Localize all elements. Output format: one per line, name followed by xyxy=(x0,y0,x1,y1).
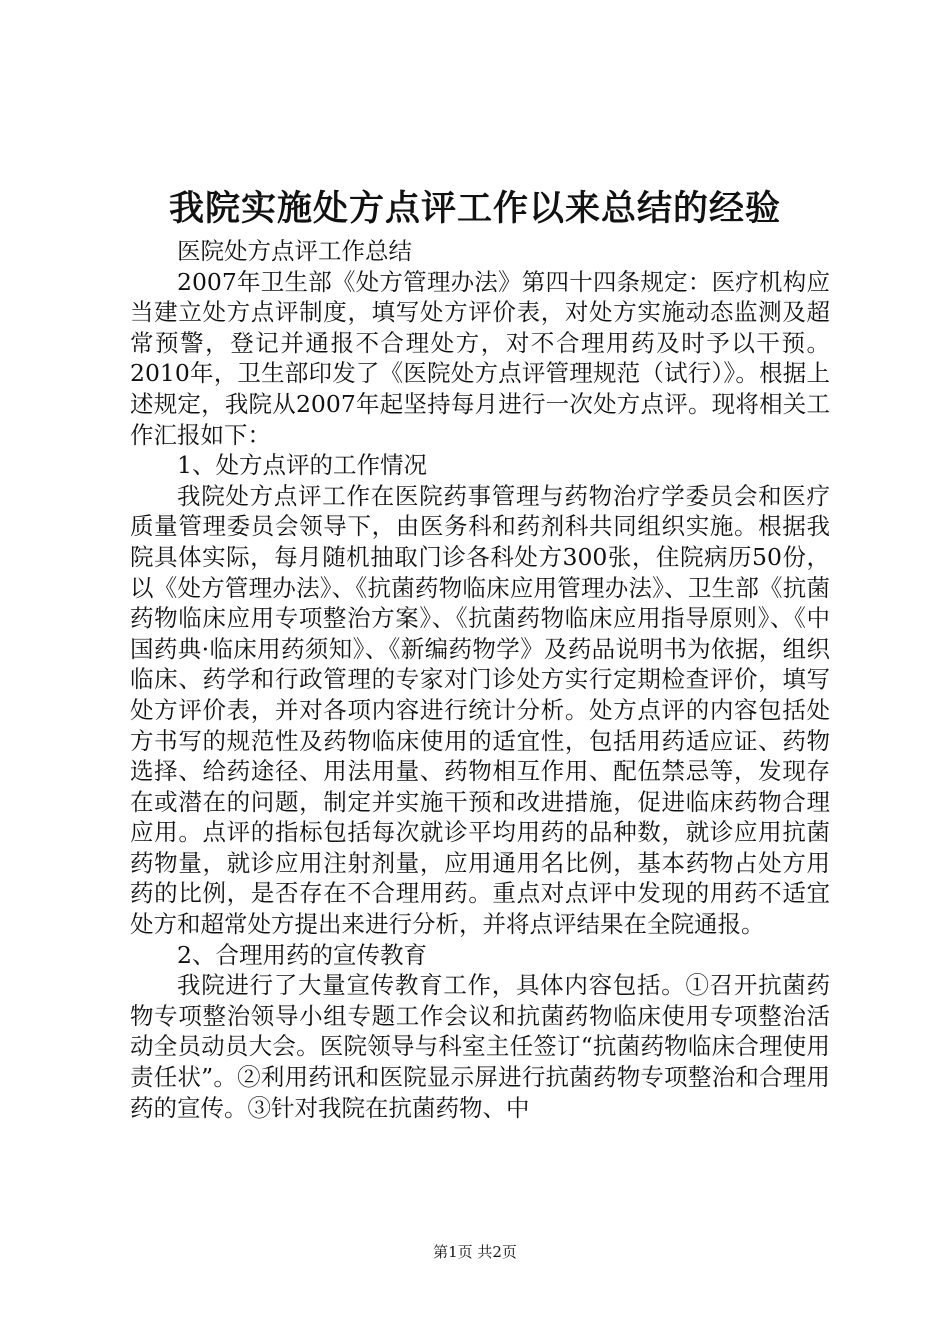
section-heading-2: 2、合理用药的宣传教育 xyxy=(177,940,427,969)
intro-paragraph: 2007年卫生部《处方管理办法》第四十四条规定：医疗机构应当建立处方点评制度，填写处方评价表，对处方实施动态监测及超常预警，登记并通报不合理处方，对不合理用药及时予以干预。2010年，卫生部印发了《医院处方点评管理规范（试行）》。根据上述规定，我院从2007年起坚持每月进行一次处方点评。现将相关工作汇报如下： xyxy=(130,267,830,449)
document-body xyxy=(130,236,830,1123)
page-footer: 第1页 共2页 xyxy=(433,1243,517,1261)
document-title: 我院实施处方点评工作以来总结的经验 xyxy=(168,188,781,229)
subtitle-paragraph: 医院处方点评工作总结 xyxy=(177,237,412,265)
section-1-paragraph: 我院处方点评工作在医院药事管理与药物治疗学委员会和医疗质量管理委员会领导下，由医务科和药剂科共同组织实施。根据我院具体实际，每月随机抽取门诊各科处方300张，住院病历50份，以《处方管理办法》、《抗菌药物临床应用管理办法》、卫生部《抗菌药物临床应用专项整治方案》、《抗菌药物临床应用指导原则》、《中国药典·临床用药须知》、《新编药物学》及药品说明书为依据，组织临床、药学和行政管理的专家对门诊处方实行定期检查评价，填写处方评价表，并对各项内容进行统计分析。处方点评的内容包括处方书写的规范性及药物临床使用的适宜性，包括用药适应证、药物选择、给药途径、用法用量、药物相互作用、配伍禁忌等，发现存在或潜在的问题，制定并实施干预和改进措施，促进临床药物合理应用。点评的指标包括每次就诊平均用药的品种数，就诊应用抗菌药物量，就诊应用注射剂量，应用通用名比例，基本药物占处方用药的比例，是否存在不合理用药。重点对点评中发现的用药不适宜处方和超常处方提出来进行分析，并将点评结果在全院通报。 xyxy=(130,481,830,939)
section-2-paragraph: 我院进行了大量宣传教育工作，具体内容包括。①召开抗菌药物专项整治领导小组专题工作会议和抗菌药物临床使用专项整治活动全员动员大会。医院领导与科室主任签订“抗菌药物临床合理使用责任状”。②利用药讯和医院显示屏进行抗菌药物专项整治和合理用药的宣传。③针对我院在抗菌药物、中 xyxy=(130,971,830,1122)
section-heading-1: 1、处方点评的工作情况 xyxy=(177,451,427,480)
